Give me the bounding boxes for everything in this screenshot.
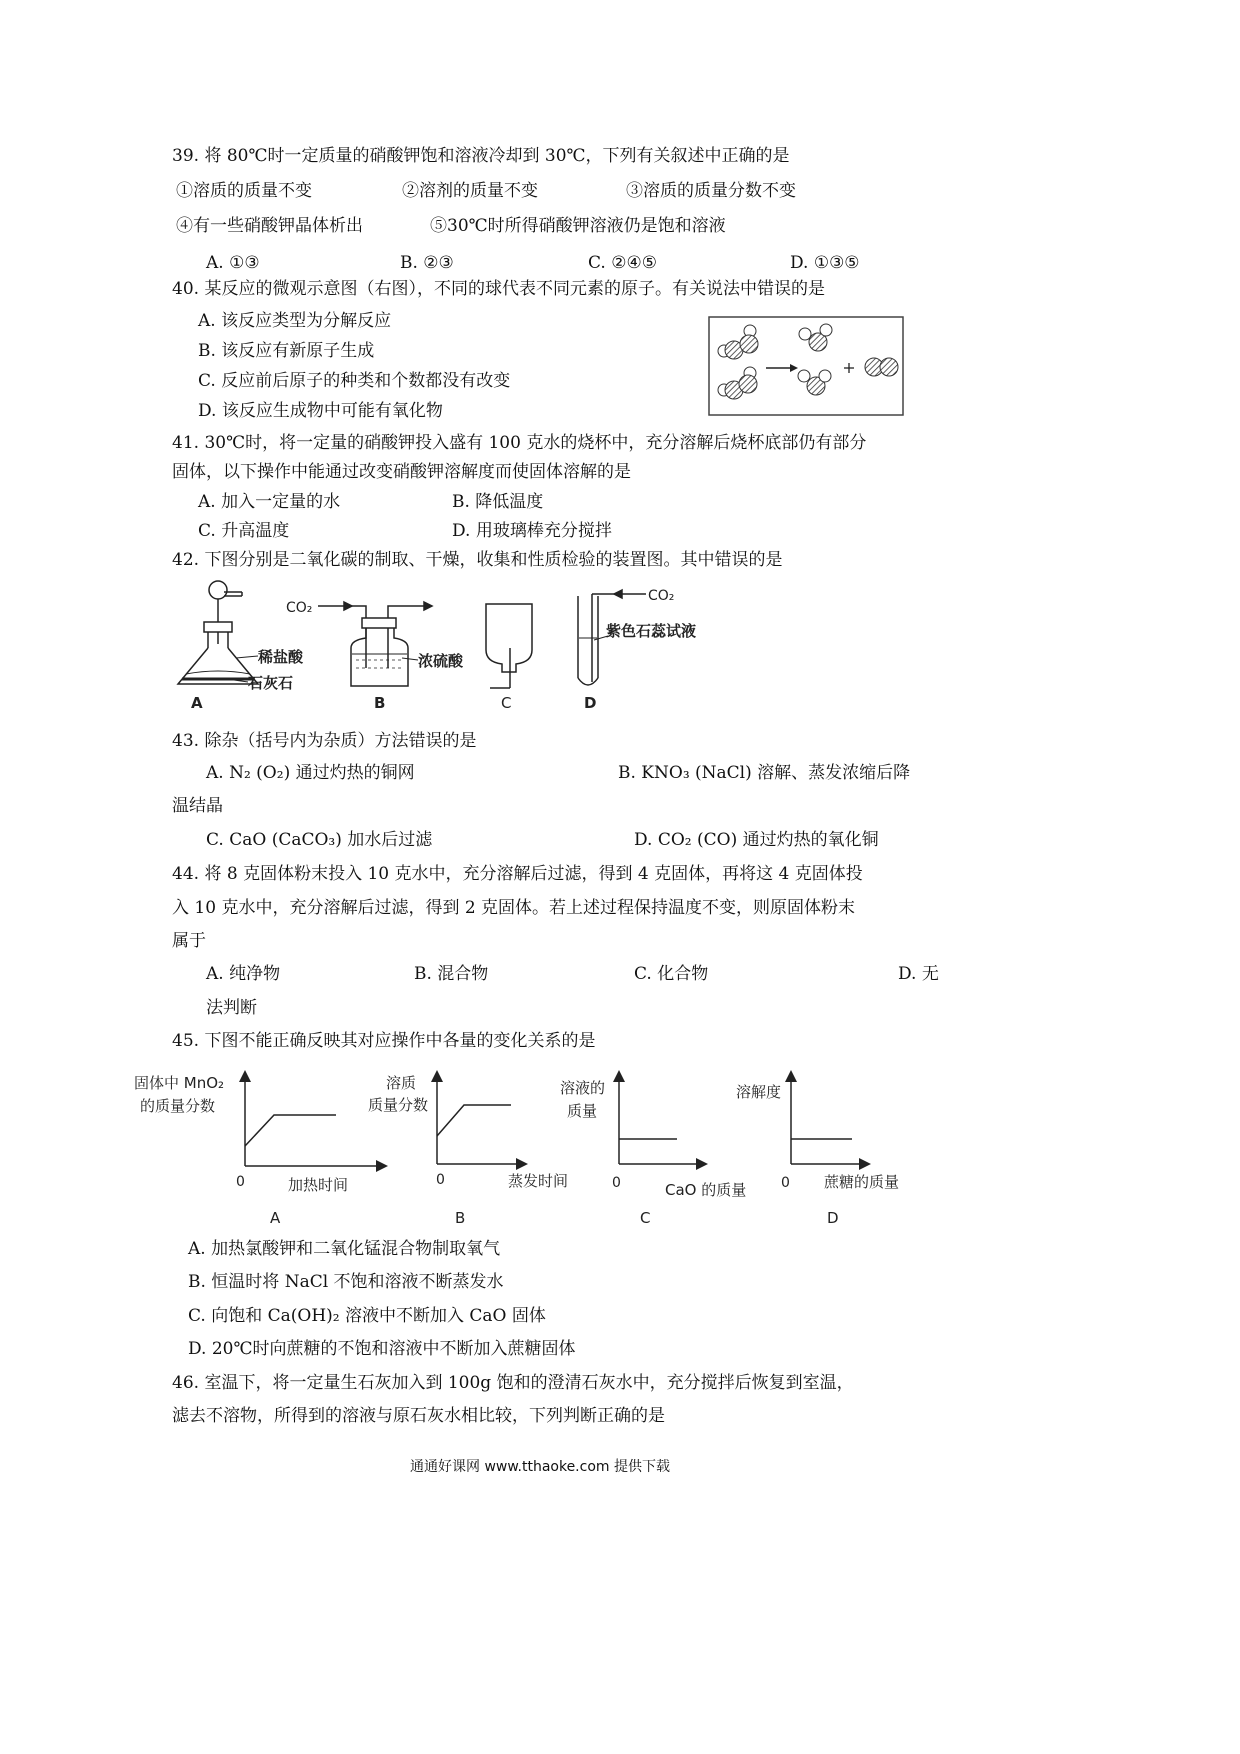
q41-option-c: C. 升高温度 (198, 521, 290, 541)
label-co2-b: CO₂ (286, 600, 313, 616)
graph-d-xlabel: 蔗糖的质量 (824, 1173, 900, 1191)
q39-option-c: C. ②④⑤ (588, 253, 657, 273)
q41-stem-line2: 固体，以下操作中能通过改变硝酸钾溶解度而使固体溶解的是 (172, 462, 631, 482)
q39-option-d: D. ①③⑤ (790, 253, 860, 273)
q41-option-d: D. 用玻璃棒充分搅拌 (452, 521, 612, 541)
q45-option-a: A. 加热氯酸钾和二氧化锰混合物制取氧气 (188, 1239, 501, 1259)
graph-a-ylabel-2: 的质量分数 (140, 1097, 216, 1115)
q43-option-a: A. N₂ (O₂) 通过灼热的铜网 (206, 763, 415, 783)
label-c: C (501, 694, 512, 712)
q44-option-c: C. 化合物 (634, 964, 709, 984)
q44-stem-line2: 入 10 克水中，充分溶解后过滤，得到 2 克固体。若上述过程保持温度不变，则原固体粉末 (172, 898, 856, 918)
graph-b (368, 1074, 568, 1227)
graph-b-curve (437, 1105, 511, 1136)
q43-option-b-line1: B. KNO₃ (NaCl) 溶解、蒸发浓缩后降 (618, 763, 911, 783)
graph-d-origin: 0 (781, 1175, 790, 1191)
co2-apparatus-figure (166, 578, 736, 713)
q40-option-b: B. 该反应有新原子生成 (198, 341, 375, 361)
q39-statement-5: ⑤30℃时所得硝酸钾溶液仍是饱和溶液 (430, 216, 726, 236)
graph-d-tag: D (827, 1209, 839, 1227)
graph-c (560, 1076, 746, 1227)
q43-option-c: C. CaO (CaCO₃) 加水后过滤 (206, 830, 433, 850)
q45-graphs (130, 1066, 930, 1230)
page-footer: 通通好课网 www.tthaoke.com 提供下载 (410, 1459, 670, 1475)
graph-a-tag: A (270, 1209, 281, 1227)
q41-option-a: A. 加入一定量的水 (198, 492, 341, 512)
q46-stem-line1: 46. 室温下，将一定量生石灰加入到 100g 饱和的澄清石灰水中，充分搅拌后恢复到室温， (172, 1373, 854, 1393)
q45-option-c: C. 向饱和 Ca(OH)₂ 溶液中不断加入 CaO 固体 (188, 1306, 546, 1326)
q44-option-d-line2: 法判断 (206, 998, 257, 1018)
q44-stem-line1: 44. 将 8 克固体粉末投入 10 克水中，充分溶解后过滤，得到 4 克固体，再将这 4 克固体投 (172, 864, 863, 884)
q43-option-d: D. CO₂ (CO) 通过灼热的氧化铜 (634, 830, 879, 850)
q44-option-d-line1: D. 无 (898, 964, 939, 984)
q39-statement-3: ③溶质的质量分数不变 (626, 181, 796, 201)
graph-c-ylabel-2: 质量 (567, 1102, 598, 1120)
q39-statement-2: ②溶剂的质量不变 (402, 181, 538, 201)
graph-d-ylabel: 溶解度 (736, 1083, 782, 1101)
label-litmus: 紫色石蕊试液 (606, 622, 697, 640)
graph-a-origin: 0 (236, 1174, 245, 1190)
q39-statement-1: ①溶质的质量不变 (176, 181, 312, 201)
graph-b-ylabel-1: 溶质 (386, 1074, 417, 1092)
graph-b-ylabel-2: 质量分数 (368, 1096, 429, 1114)
graph-a-curve (245, 1115, 336, 1146)
graph-d (736, 1076, 899, 1227)
q42-stem: 42. 下图分别是二氧化碳的制取、干燥，收集和性质检验的装置图。其中错误的是 (172, 550, 783, 570)
q44-stem-line3: 属于 (172, 931, 206, 951)
apparatus-b-bottle (318, 602, 432, 686)
graph-a-ylabel-1: 固体中 MnO₂ (134, 1074, 225, 1092)
label-co2-d: CO₂ (648, 588, 675, 604)
label-a: A (191, 694, 203, 712)
q39-statement-4: ④有一些硝酸钾晶体析出 (176, 216, 363, 236)
graph-c-origin: 0 (612, 1175, 621, 1191)
q41-stem-line1: 41. 30℃时，将一定量的硝酸钾投入盛有 100 克水的烧杯中，充分溶解后烧杯底部仍有部分 (172, 433, 867, 453)
q41-option-b: B. 降低温度 (452, 492, 544, 512)
graph-a (134, 1074, 382, 1227)
q39-option-b: B. ②③ (400, 253, 454, 273)
q40-option-c: C. 反应前后原子的种类和个数都没有改变 (198, 371, 511, 391)
graph-b-tag: B (455, 1209, 466, 1227)
apparatus-a-flask (178, 581, 258, 684)
graph-b-xlabel: 蒸发时间 (508, 1172, 569, 1190)
q45-option-b: B. 恒温时将 NaCl 不饱和溶液不断蒸发水 (188, 1272, 504, 1292)
q39-stem: 39. 将 80℃时一定质量的硝酸钾饱和溶液冷却到 30℃，下列有关叙述中正确的是 (172, 146, 790, 166)
q39-option-a: A. ①③ (206, 253, 260, 273)
graph-c-tag: C (640, 1209, 651, 1227)
q46-stem-line2: 滤去不溶物，所得到的溶液与原石灰水相比较，下列判断正确的是 (172, 1406, 665, 1426)
graph-b-origin: 0 (436, 1172, 445, 1188)
graph-c-ylabel-1: 溶液的 (560, 1079, 606, 1097)
label-dilute-hcl: 稀盐酸 (258, 648, 304, 666)
q43-stem: 43. 除杂（括号内为杂质）方法错误的是 (172, 731, 477, 751)
q43-option-b-line2: 温结晶 (172, 796, 223, 816)
label-limestone: 石灰石 (248, 674, 294, 692)
graph-c-xlabel: CaO 的质量 (665, 1181, 747, 1199)
q40-stem: 40. 某反应的微观示意图（右图），不同的球代表不同元素的原子。有关说法中错误的是 (172, 279, 825, 299)
label-conc-h2so4: 浓硫酸 (418, 652, 464, 670)
q44-option-b: B. 混合物 (414, 964, 489, 984)
reaction-diagram (708, 316, 904, 416)
q40-option-a: A. 该反应类型为分解反应 (198, 311, 392, 331)
q45-option-d: D. 20℃时向蔗糖的不饱和溶液中不断加入蔗糖固体 (188, 1339, 576, 1359)
label-d: D (584, 694, 597, 712)
q44-option-a: A. 纯净物 (206, 964, 281, 984)
apparatus-c-bottle (486, 604, 532, 688)
graph-a-xlabel: 加热时间 (288, 1176, 349, 1194)
label-b: B (374, 694, 386, 712)
q40-option-d: D. 该反应生成物中可能有氧化物 (198, 401, 443, 421)
q45-stem: 45. 下图不能正确反映其对应操作中各量的变化关系的是 (172, 1031, 596, 1051)
